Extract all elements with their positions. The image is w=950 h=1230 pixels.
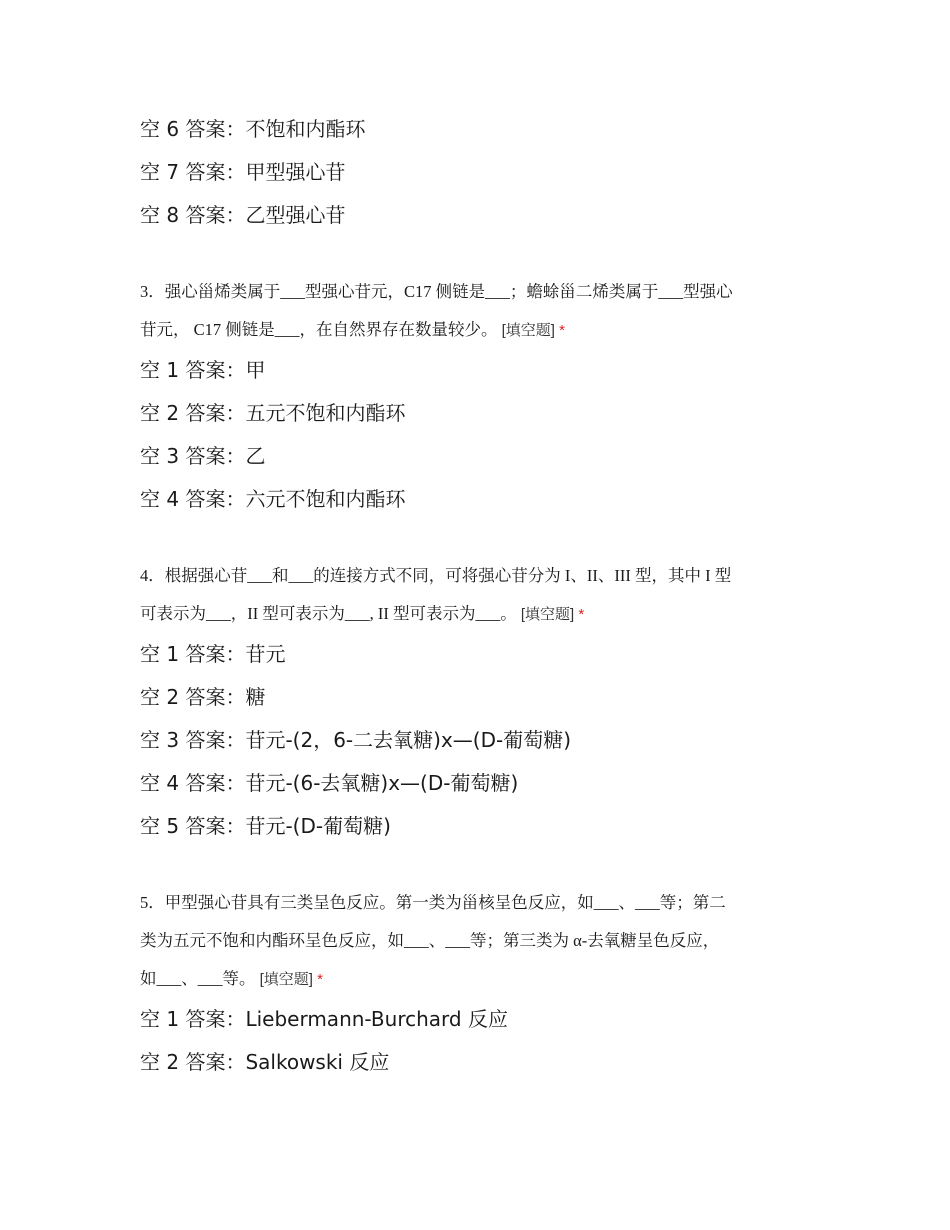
answer-line: 空 4 答案：六元不饱和内酯环	[140, 487, 406, 511]
question-type-tag: [填空题]	[259, 971, 313, 988]
answer-line: 空 8 答案：乙型强心苷	[140, 203, 346, 227]
answer-line: 空 1 答案：甲	[140, 358, 266, 382]
question-block-continued	[140, 108, 820, 237]
answer-line: 空 6 答案：不饱和内酯环	[140, 117, 366, 141]
required-mark: *	[317, 971, 323, 988]
answer-line: 空 3 答案：苷元-(2，6-二去氧糖)x—(D-葡萄糖)	[140, 728, 571, 752]
answer-line: 空 2 答案：糖	[140, 685, 266, 709]
question-text: 5．甲型强心苷具有三类呈色反应。第一类为甾核呈色反应，如___、___等；第二 类为五元不饱和内酯环呈色反应，如___、___等；第三类为 α-去氧糖呈色反应， 如___、___等。 [填空题] *	[140, 893, 726, 988]
question-type-tag: [填空题]	[520, 606, 575, 623]
answer-line: 空 2 答案：Salkowski 反应	[140, 1050, 390, 1074]
answer-line: 空 1 答案：Liebermann-Burchard 反应	[140, 1007, 508, 1031]
question-text: 3．强心甾烯类属于___型强心苷元，C17 侧链是___；蟾蜍甾二烯类属于___型强心 苷元， C17 侧链是___，在自然界存在数量较少。 [填空题] *	[140, 282, 733, 339]
question-block-3	[140, 273, 820, 521]
answer-line: 空 2 答案：五元不饱和内酯环	[140, 401, 406, 425]
answer-line: 空 4 答案：苷元-(6-去氧糖)x—(D-葡萄糖)	[140, 771, 519, 795]
answer-line: 空 7 答案：甲型强心苷	[140, 160, 346, 184]
question-type-tag: [填空题]	[501, 322, 555, 339]
required-mark: *	[578, 606, 585, 623]
required-mark: *	[559, 322, 565, 339]
document-page	[140, 108, 820, 1084]
answer-line: 空 5 答案：苷元-(D-葡萄糖)	[140, 814, 391, 838]
question-block-5	[140, 884, 820, 1084]
answer-line: 空 3 答案：乙	[140, 444, 266, 468]
question-block-4	[140, 557, 820, 848]
question-text: 4．根据强心苷___和___的连接方式不同，可将强心苷分为 I、II、III 型，其中 I 型 可表示为___，II 型可表示为___, II 型可表示为___。 [填空题] *	[140, 566, 732, 623]
answer-line: 空 1 答案：苷元	[140, 642, 286, 666]
